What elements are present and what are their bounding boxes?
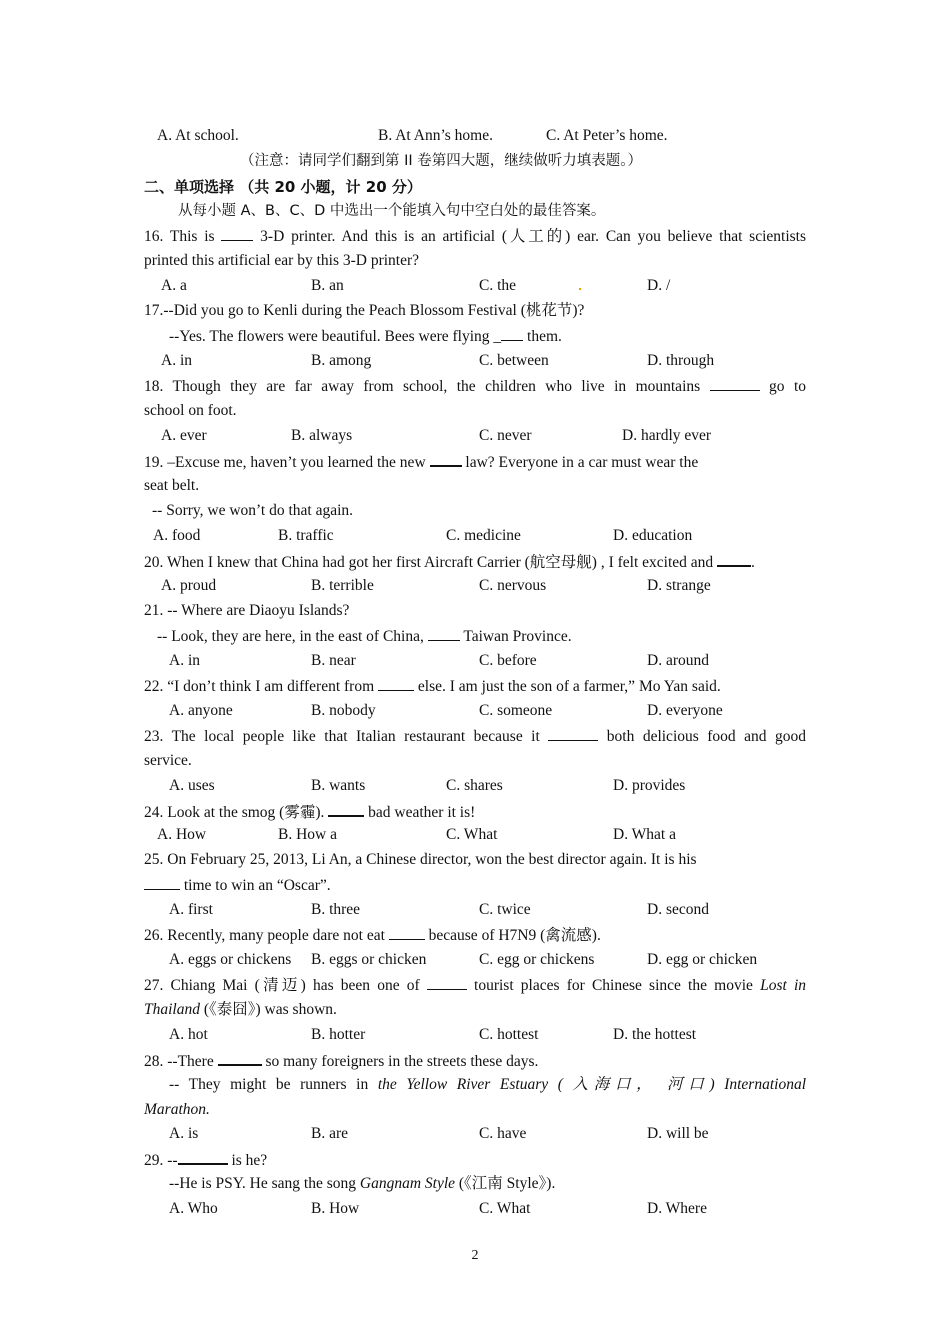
stray-mark <box>579 288 581 290</box>
question-28-line1 <box>144 1050 538 1072</box>
question-17-line2 <box>169 326 562 347</box>
q27-option-a: A. hot <box>169 1026 208 1043</box>
q21-text-a: -- Look, they are here, in the east of China, <box>157 628 424 645</box>
q17-option-d: D. through <box>647 352 715 369</box>
q21-text-b: Taiwan Province. <box>463 628 572 645</box>
option-a: A. At school. <box>157 127 239 144</box>
answer-blank <box>218 1050 262 1066</box>
q24-text-b: bad weather it is! <box>368 804 476 821</box>
q18-text-b: go to <box>769 378 807 395</box>
q29-option-b: B. How <box>311 1200 360 1217</box>
question-29-line2 <box>169 1174 555 1194</box>
q16-option-c: C. the <box>479 277 517 294</box>
q27-option-b: B. hotter <box>311 1026 366 1043</box>
question-23-line2: service. <box>144 752 192 769</box>
answer-blank <box>427 975 467 990</box>
answer-blank <box>178 1149 228 1165</box>
q24-option-b: B. How a <box>278 826 337 843</box>
q25-text-b: time to win an “Oscar”. <box>183 877 331 894</box>
q28-option-a: A. is <box>169 1125 199 1142</box>
q22-option-c: C. someone <box>479 702 553 719</box>
q23-option-b: B. wants <box>311 777 366 794</box>
q25-option-a: A. first <box>169 901 213 918</box>
q27-option-c: C. hottest <box>479 1026 539 1043</box>
question-16-line2: printed this artificial ear by this 3-D printer? <box>144 252 420 269</box>
q27-text-b: tourist places for Chinese since the movie <box>474 977 753 994</box>
q20-text-a: 20. When I knew that China had got her first Aircraft Carrier (航空母舰) , I felt excited and <box>144 554 714 571</box>
q16-option-b: B. an <box>311 277 344 294</box>
question-19-line3: -- Sorry, we won’t do that again. <box>152 502 354 519</box>
q23-text-b: both delicious food and good <box>606 728 807 745</box>
answer-blank <box>430 451 462 467</box>
question-25-line1: 25. On February 25, 2013, Li An, a Chinese director, won the best director again. It is his <box>144 851 697 868</box>
q21-option-a: A. in <box>169 652 200 669</box>
q19-option-c: C. medicine <box>446 527 521 544</box>
q22-option-b: B. nobody <box>311 702 376 719</box>
q17-option-b: B. among <box>311 352 372 369</box>
q19-text-b: law? Everyone in a car must wear the <box>465 454 699 471</box>
q29-text-e: (《江南 Style》). <box>458 1175 556 1192</box>
q26-option-a: A. eggs or chickens <box>169 951 292 968</box>
q17-option-a: A. in <box>161 352 192 369</box>
q27-text-d: Thailand <box>144 1001 200 1018</box>
q25-option-c: C. twice <box>479 901 531 918</box>
q29-option-d: D. Where <box>647 1200 707 1217</box>
q27-text-c: Lost in <box>760 977 807 994</box>
q27-option-d: D. the hottest <box>613 1026 697 1043</box>
question-19-line1 <box>144 451 698 473</box>
q19-option-d: D. education <box>613 527 693 544</box>
answer-blank <box>428 626 460 641</box>
page-number: 2 <box>471 1248 479 1263</box>
question-21-line2 <box>157 626 572 647</box>
question-18-line1 <box>144 376 806 397</box>
q27-text-a: 27. Chiang Mai (清迈) has been one of <box>144 977 420 994</box>
section-instruction: 从每小题 A、B、C、D 中选出一个能填入句中空白处的最佳答案。 <box>178 203 606 219</box>
q16-text-b: 3-D printer. And this is an artificial (人工的) ear. Can you believe that scientists <box>260 228 807 245</box>
question-18-line2: school on foot. <box>144 402 237 419</box>
q26-option-c: C. egg or chickens <box>479 951 595 968</box>
q20-option-c: C. nervous <box>479 577 547 594</box>
answer-blank <box>710 376 760 391</box>
q24-option-d: D. What a <box>613 826 676 843</box>
q21-option-b: B. near <box>311 652 356 669</box>
q18-option-d: D. hardly ever <box>622 427 712 444</box>
q28-option-d: D. will be <box>647 1125 709 1142</box>
answer-blank <box>717 551 751 567</box>
q22-option-a: A. anyone <box>169 702 233 719</box>
q18-option-b: B. always <box>291 427 353 444</box>
q24-option-a: A. How <box>157 826 207 843</box>
q28-text-d: the Yellow River Estuary ( 入海口， 河口) International <box>377 1076 807 1093</box>
answer-blank <box>389 925 425 940</box>
answer-blank <box>378 676 414 691</box>
question-28-line3: Marathon. <box>144 1101 210 1118</box>
q28-text-c: -- They might be runners in <box>169 1076 369 1093</box>
q17-text-a: --Yes. The flowers were beautiful. Bees were flying _ <box>169 328 502 345</box>
q23-option-d: D. provides <box>613 777 686 794</box>
answer-blank <box>501 326 523 341</box>
q18-option-c: C. never <box>479 427 532 444</box>
question-25-line2 <box>144 875 331 896</box>
question-20-line1 <box>144 551 755 573</box>
q17-text-b: them. <box>527 328 562 345</box>
q22-text-a: 22. “I don’t think I am different from <box>144 678 375 695</box>
q28-text-a: 28. --There <box>144 1053 214 1070</box>
question-24-line1 <box>144 801 475 823</box>
q21-option-d: D. around <box>647 652 709 669</box>
q23-text-a: 23. The local people like that Italian restaurant because it <box>144 728 540 745</box>
answer-blank <box>548 726 598 741</box>
q19-option-b: B. traffic <box>278 527 334 544</box>
question-27-line2 <box>144 1000 337 1020</box>
q16-text-a: 16. This is <box>144 228 215 245</box>
question-19-line2: seat belt. <box>144 477 200 494</box>
q29-text-c: --He is PSY. He sang the song <box>169 1175 356 1192</box>
q19-text-a: 19. –Excuse me, haven’t you learned the new <box>144 454 426 471</box>
question-27-line1 <box>144 975 806 996</box>
q20-text-b: . <box>751 554 755 571</box>
q25-option-b: B. three <box>311 901 361 918</box>
q26-option-b: B. eggs or chicken <box>311 951 427 968</box>
q24-option-c: C. What <box>446 826 498 843</box>
option-b: B. At Ann’s home. <box>378 127 493 144</box>
section-title: 二、单项选择 （共 20 小题，计 20 分） <box>144 178 422 196</box>
answer-blank <box>328 801 364 817</box>
q16-option-d: D. / <box>647 277 671 294</box>
q28-text-b: so many foreigners in the streets these days. <box>265 1053 539 1070</box>
q29-text-d: Gangnam Style <box>359 1175 456 1192</box>
q20-option-b: B. terrible <box>311 577 374 594</box>
q21-option-c: C. before <box>479 652 537 669</box>
q25-option-d: D. second <box>647 901 709 918</box>
q22-option-d: D. everyone <box>647 702 723 719</box>
answer-blank <box>221 226 253 241</box>
q29-text-b: is he? <box>231 1152 268 1169</box>
answer-blank <box>144 875 180 890</box>
question-26-line1 <box>144 925 601 946</box>
q18-option-a: A. ever <box>161 427 207 444</box>
q29-option-a: A. Who <box>169 1200 218 1217</box>
q23-option-a: A. uses <box>169 777 215 794</box>
q28-option-c: C. have <box>479 1125 527 1142</box>
q29-text-a: 29. -- <box>144 1152 178 1169</box>
q27-text-e: (《泰囧》) was shown. <box>203 1001 337 1018</box>
q20-option-a: A. proud <box>161 577 217 594</box>
q16-option-a: A. a <box>161 277 187 294</box>
q20-option-d: D. strange <box>647 577 711 594</box>
question-22-line1 <box>144 676 721 697</box>
q26-text-b: because of H7N9 (禽流感). <box>428 927 601 944</box>
q29-option-c: C. What <box>479 1200 531 1217</box>
q26-option-d: D. egg or chicken <box>647 951 758 968</box>
q17-option-c: C. between <box>479 352 549 369</box>
listening-note: （注意：请同学们翻到第 II 卷第四大题，继续做听力填表题。） <box>240 153 643 169</box>
q24-text-a: 24. Look at the smog (雾霾). <box>144 804 325 821</box>
q19-option-a: A. food <box>153 527 201 544</box>
question-23-line1 <box>144 726 806 747</box>
question-16-line1 <box>144 226 806 247</box>
question-21-line1: 21. -- Where are Diaoyu Islands? <box>144 602 350 619</box>
q26-text-a: 26. Recently, many people dare not eat <box>144 927 385 944</box>
q22-text-b: else. I am just the son of a farmer,” Mo Yan said. <box>417 678 721 695</box>
question-17-line1: 17.--Did you go to Kenli during the Peach Blossom Festival (桃花节)? <box>144 302 585 319</box>
q23-option-c: C. shares <box>446 777 503 794</box>
option-c: C. At Peter’s home. <box>546 127 668 144</box>
q18-text-a: 18. Though they are far away from school, the children who live in mountains <box>144 378 701 395</box>
question-28-line2 <box>169 1075 806 1095</box>
question-29-line1 <box>144 1149 267 1171</box>
q28-option-b: B. are <box>311 1125 349 1142</box>
